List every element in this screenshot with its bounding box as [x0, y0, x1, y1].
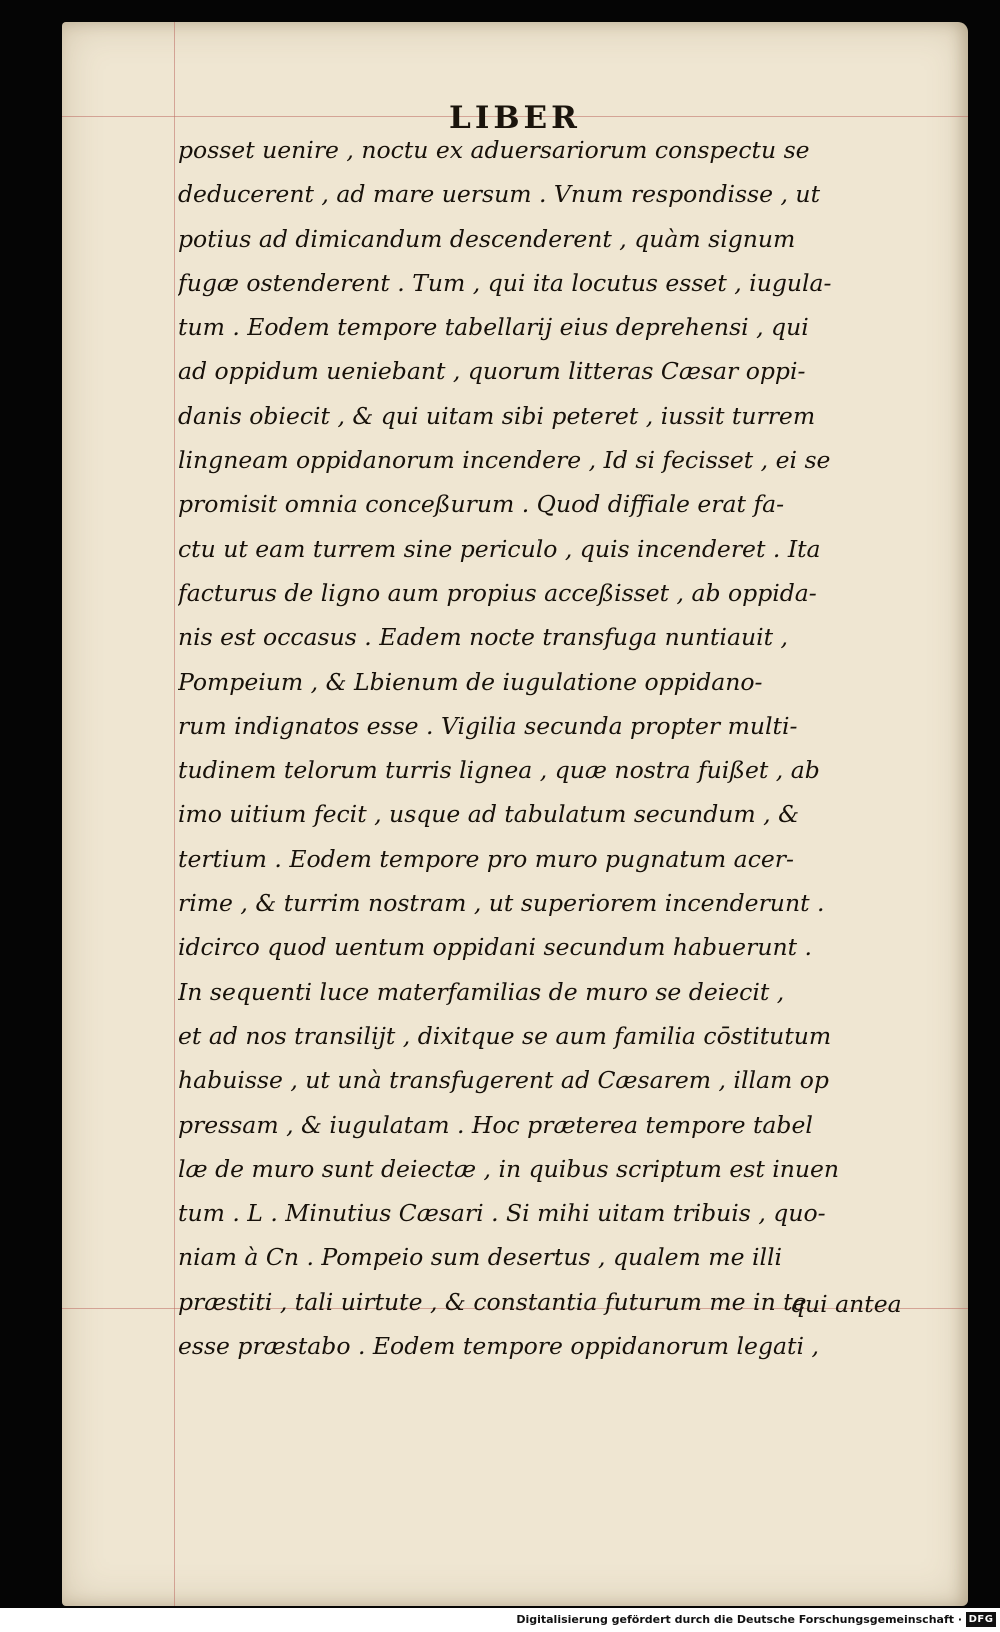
dfg-logo-icon: DFG: [966, 1612, 996, 1627]
text-line: In sequenti luce materfamilias de muro se deiecit ,: [178, 977, 785, 1006]
text-line: Pompeium , & Lbienum de iugulatione oppidano-: [178, 667, 763, 696]
text-line: potius ad dimicandum descenderent , quàm signum: [178, 224, 796, 253]
text-line: tertium . Eodem tempore pro muro pugnatum acer-: [178, 844, 794, 873]
text-line: et ad nos transilijt , dixitque se aum familia cōstitutum: [178, 1021, 832, 1050]
text-line: esse præstabo . Eodem tempore oppidanorum legati ,: [178, 1332, 819, 1361]
catchword: qui antea: [790, 1290, 902, 1318]
text-line: rime , & turrim nostram , ut superiorem incenderunt .: [178, 889, 825, 918]
text-line: niam à Cn . Pompeio sum desertus , qualem me illi: [178, 1243, 783, 1272]
text-line: posset uenire , noctu ex aduersariorum conspectu se: [178, 136, 810, 164]
text-line: deducerent , ad mare uersum . Vnum respondisse , ut: [178, 180, 821, 209]
text-line: imo uitium fecit , usque ad tabulatum secundum , &: [178, 800, 800, 829]
text-line: tudinem telorum turris lignea , quæ nostra fuißet , ab: [178, 756, 820, 785]
text-line: ad oppidum ueniebant , quorum litteras Cæsar oppi-: [178, 357, 806, 386]
text-line: rum indignatos esse . Vigilia secunda propter multi-: [178, 711, 798, 740]
funding-notice: Digitalisierung gefördert durch die Deutsche Forschungsgemeinschaft ·: [516, 1613, 962, 1626]
text-line: lingneam oppidanorum incendere , Id si fecisset , ei se: [178, 446, 831, 475]
text-line: præstiti , tali uirtute , & constantia futurum me in te: [178, 1287, 807, 1316]
text-line: læ de muro sunt deiectæ , in quibus scriptum est inuen: [178, 1154, 840, 1183]
text-line: tum . Eodem tempore tabellarij eius deprehensi , qui: [178, 313, 809, 342]
text-line: ctu ut eam turrem sine periculo , quis incenderet . Ita: [178, 534, 821, 563]
text-line: facturus de ligno aum propius acceßisset , ab oppida-: [178, 578, 817, 607]
text-line: nis est occasus . Eadem nocte transfuga nuntiauit ,: [178, 623, 788, 652]
margin-rule-left: [174, 22, 175, 1606]
text-line: pressam , & iugulatam . Hoc præterea tempore tabel: [178, 1110, 813, 1139]
footer-bar: [0, 1608, 1000, 1632]
text-line: fugæ ostenderent . Tum , qui ita locutus esset , iugula-: [178, 268, 832, 297]
running-header: LIBER: [449, 100, 581, 136]
text-line: idcirco quod uentum oppidani secundum habuerunt .: [178, 933, 812, 962]
text-line: promisit omnia conceßurum . Quod diffiale erat fa-: [178, 490, 785, 519]
body-text: [178, 128, 938, 1368]
text-line: danis obiecit , & qui uitam sibi peteret , iussit turrem: [178, 401, 816, 430]
text-line: tum . L . Minutius Cæsari . Si mihi uitam tribuis , quo-: [178, 1199, 826, 1228]
text-line: habuisse , ut unà transfugerent ad Cæsarem , illam op: [178, 1066, 829, 1095]
